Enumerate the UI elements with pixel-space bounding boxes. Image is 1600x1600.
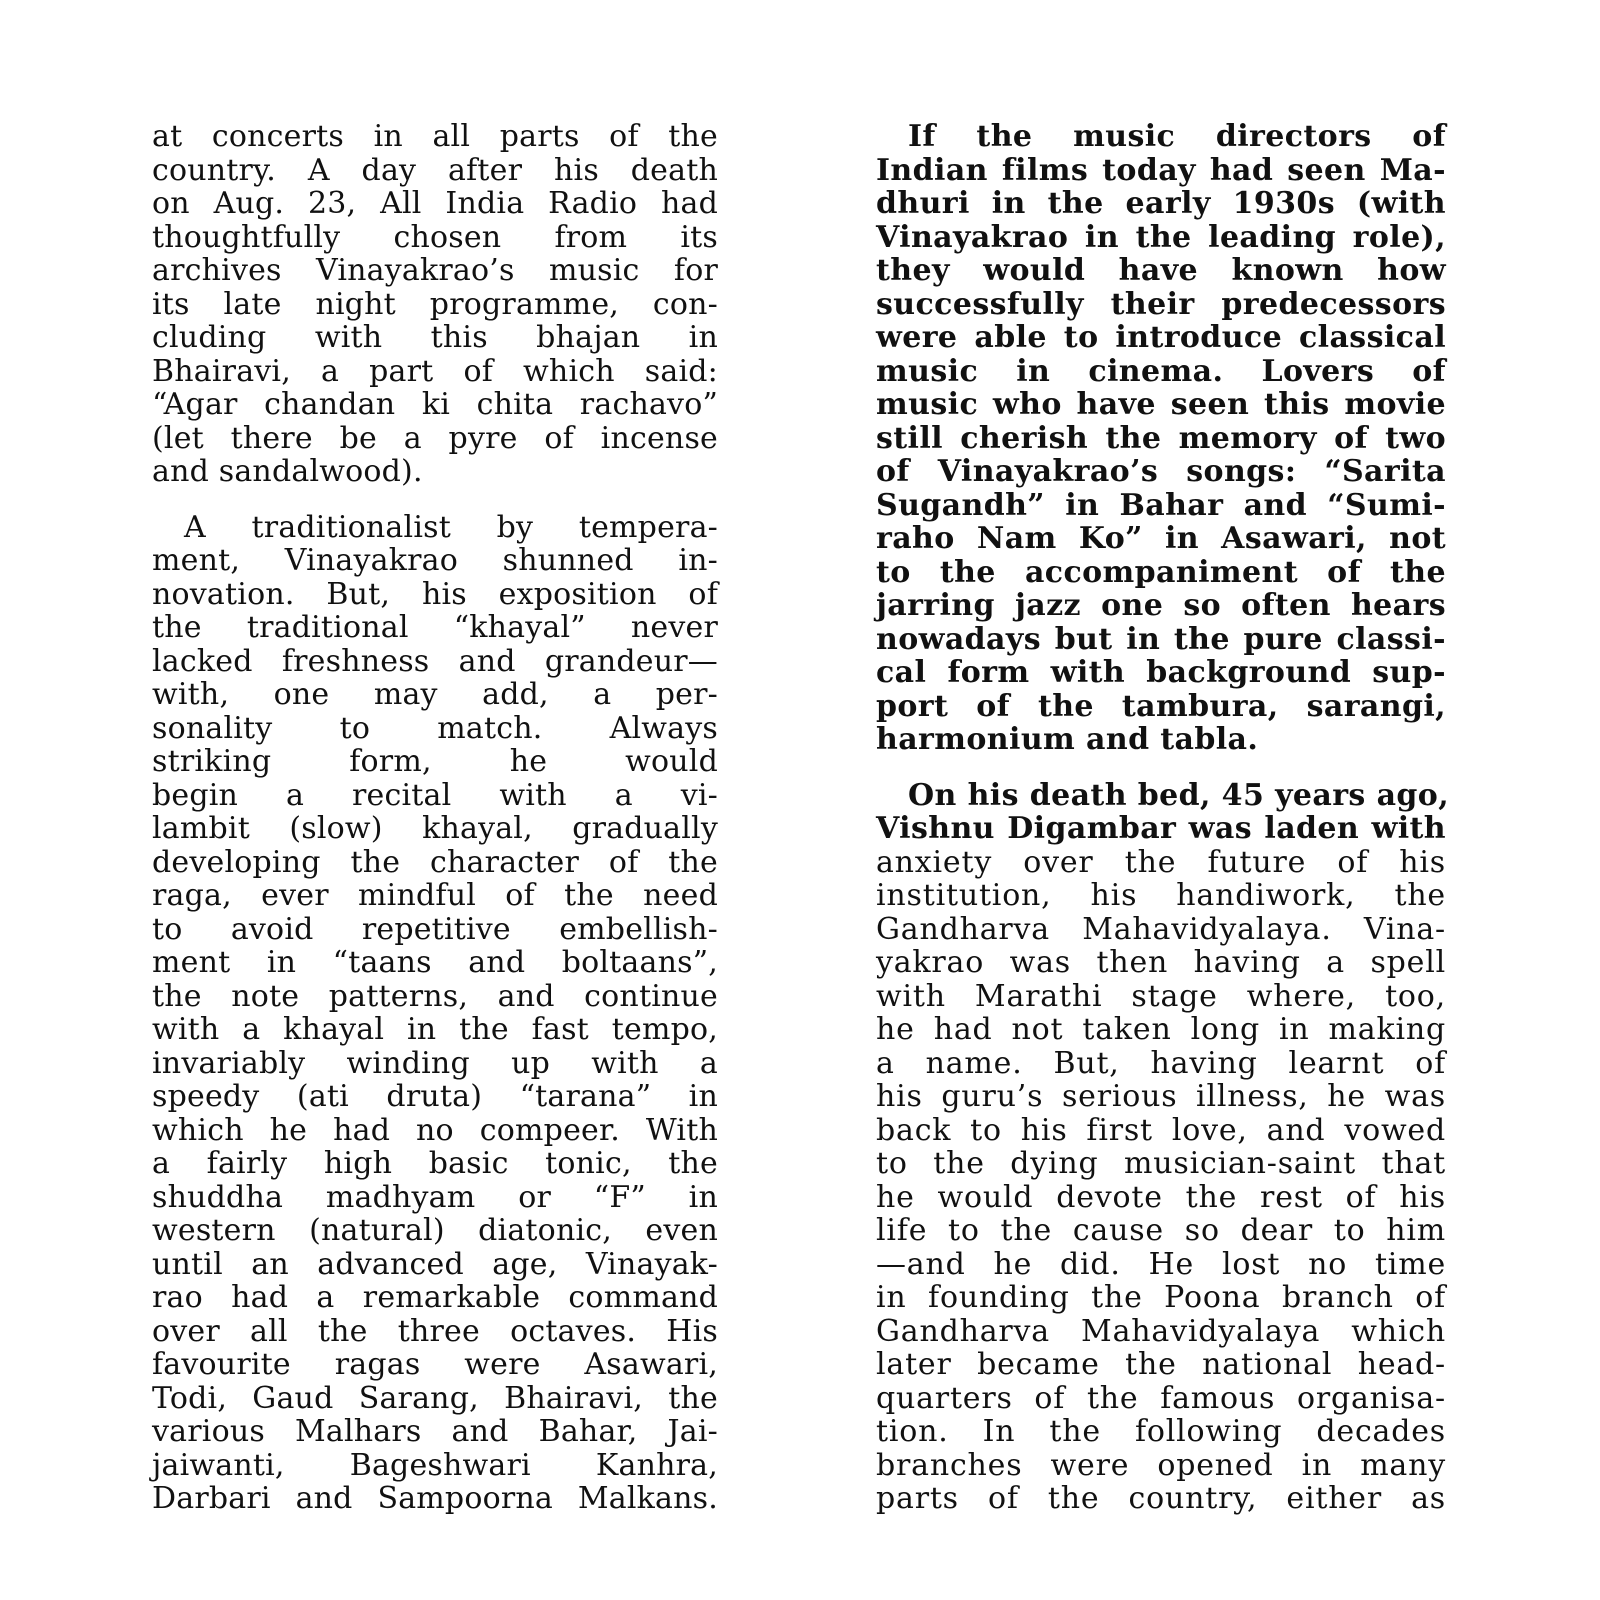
text-line: over all the three octaves. His: [152, 1313, 718, 1349]
text-line: sonality to match. Always: [152, 710, 718, 746]
right-paragraph-2: [876, 777, 1450, 1516]
text-line: cal form with background sup-: [876, 655, 1446, 690]
paragraph-gap: [876, 757, 1446, 779]
text-line: Bhairavi, a part of which said:: [152, 353, 718, 389]
text-line: music who have seen this movie: [876, 387, 1446, 422]
text-line: striking form, he would: [152, 744, 718, 779]
text-line: on Aug. 23, All India Radio had: [152, 186, 718, 221]
text-line: anxiety over the future of his: [876, 844, 1446, 880]
text-line: harmonium and tabla.: [876, 722, 1259, 757]
text-line: life to the cause so dear to him: [876, 1213, 1446, 1248]
text-line: the traditional “khayal” never: [152, 610, 718, 645]
text-line: successfully their predecessors: [876, 286, 1446, 322]
text-line: with a khayal in the fast tempo,: [152, 1012, 718, 1047]
text-line: country. A day after his death: [152, 152, 718, 188]
text-line: various Malhars and Bahar, Jai-: [152, 1414, 718, 1449]
text-line: music in cinema. Lovers of: [876, 353, 1446, 389]
text-line: Gandharva Mahavidyalaya. Vina-: [876, 911, 1446, 947]
text-line: begin a recital with a vi-: [152, 777, 718, 813]
text-line: he had not taken long in making: [876, 1012, 1446, 1047]
text-line: lacked freshness and grandeur—: [152, 643, 718, 679]
text-line: Indian films today had seen Ma-: [876, 152, 1446, 188]
text-line: which he had no compeer. With: [152, 1112, 718, 1148]
text-line: branches were opened in many: [876, 1447, 1446, 1483]
text-line: Vishnu Digambar was laden with: [876, 811, 1446, 846]
text-line: later became the national head-: [876, 1347, 1446, 1382]
text-line: at concerts in all parts of the: [152, 119, 718, 154]
paragraph-gap: [152, 489, 718, 511]
text-line: its late night programme, con-: [152, 286, 718, 322]
text-line: his guru’s serious illness, he was: [876, 1079, 1446, 1114]
text-line: —and he did. He lost no time: [876, 1246, 1446, 1282]
text-line: Vinayakrao in the leading role),: [876, 219, 1446, 255]
text-line: “Agar chandan ki chita rachavo”: [152, 387, 718, 422]
text-line: A traditionalist by tempera-: [184, 509, 718, 545]
text-line: to the dying musician-saint that: [876, 1146, 1446, 1181]
text-line: raga, ever mindful of the need: [152, 878, 718, 913]
text-line: with, one may add, a per-: [152, 677, 718, 712]
text-line: Darbari and Sampoorna Malkans.: [152, 1481, 718, 1516]
text-line: tion. In the following decades: [876, 1414, 1446, 1449]
text-line: thoughtfully chosen from its: [152, 219, 718, 255]
text-line: (let there be a pyre of incense: [152, 420, 718, 456]
text-line: archives Vinayakrao’s music for: [152, 253, 718, 288]
text-line: rao had a remarkable command: [152, 1280, 718, 1315]
text-line: in founding the Poona branch of: [876, 1280, 1446, 1315]
text-line: speedy (ati druta) “tarana” in: [152, 1079, 718, 1114]
left-paragraph-1: [152, 120, 718, 489]
text-line: he would devote the rest of his: [876, 1179, 1446, 1215]
text-line: with Marathi stage where, too,: [876, 978, 1446, 1014]
text-line: parts of the country, either as: [876, 1481, 1446, 1516]
text-line: shuddha madhyam or “F” in: [152, 1179, 718, 1215]
text-line: If the music directors of: [908, 119, 1446, 154]
text-line: they would have known how: [876, 253, 1446, 288]
text-line: invariably winding up with a: [152, 1045, 718, 1081]
text-line: were able to introduce classical: [876, 320, 1446, 355]
text-line: Gandharva Mahavidyalaya which: [876, 1313, 1446, 1349]
text-line: ment, Vinayakrao shunned in-: [152, 543, 718, 578]
text-line: favourite ragas were Asawari,: [152, 1347, 718, 1382]
right-paragraph-1: [876, 120, 1446, 757]
text-line: back to his first love, and vowed: [876, 1112, 1446, 1148]
text-line: a name. But, having learnt of: [876, 1045, 1446, 1081]
text-line: port of the tambura, sarangi,: [876, 688, 1446, 724]
text-line: the note patterns, and continue: [152, 978, 718, 1014]
text-line: a fairly high basic tonic, the: [152, 1146, 718, 1181]
text-line: developing the character of the: [152, 844, 718, 880]
text-line: to avoid repetitive embellish-: [152, 911, 718, 947]
text-line: dhuri in the early 1930s (with: [876, 186, 1446, 221]
text-line: still cherish the memory of two: [876, 420, 1446, 456]
text-line: western (natural) diatonic, even: [152, 1213, 718, 1248]
text-line: lambit (slow) khayal, gradually: [152, 811, 718, 846]
text-line: institution, his handiwork, the: [876, 878, 1446, 913]
text-line: Todi, Gaud Sarang, Bhairavi, the: [152, 1380, 718, 1416]
text-line: Sugandh” in Bahar and “Sumi-: [876, 487, 1446, 523]
text-line: novation. But, his exposition of: [152, 576, 718, 612]
text-line: to the accompaniment of the: [876, 554, 1446, 590]
text-line: cluding with this bhajan in: [152, 320, 718, 355]
text-line: yakrao was then having a spell: [876, 945, 1446, 980]
left-column: [152, 120, 718, 1516]
text-line: raho Nam Ko” in Asawari, not: [876, 521, 1446, 556]
text-line: quarters of the famous organisa-: [876, 1380, 1446, 1416]
text-line: and sandalwood).: [152, 454, 423, 489]
left-paragraph-2: [152, 511, 718, 1516]
text-line: jarring jazz one so often hears: [876, 588, 1446, 623]
right-column: [876, 119, 1450, 1516]
text-line: On his death bed, 45 years ago,: [908, 777, 1450, 813]
text-line: nowadays but in the pure classi-: [876, 621, 1446, 657]
text-line: ment in “taans and boltaans”,: [152, 945, 718, 980]
text-line: jaiwanti, Bageshwari Kanhra,: [152, 1447, 718, 1483]
text-line: until an advanced age, Vinayak-: [152, 1246, 718, 1282]
text-line: of Vinayakrao’s songs: “Sarita: [876, 454, 1446, 489]
